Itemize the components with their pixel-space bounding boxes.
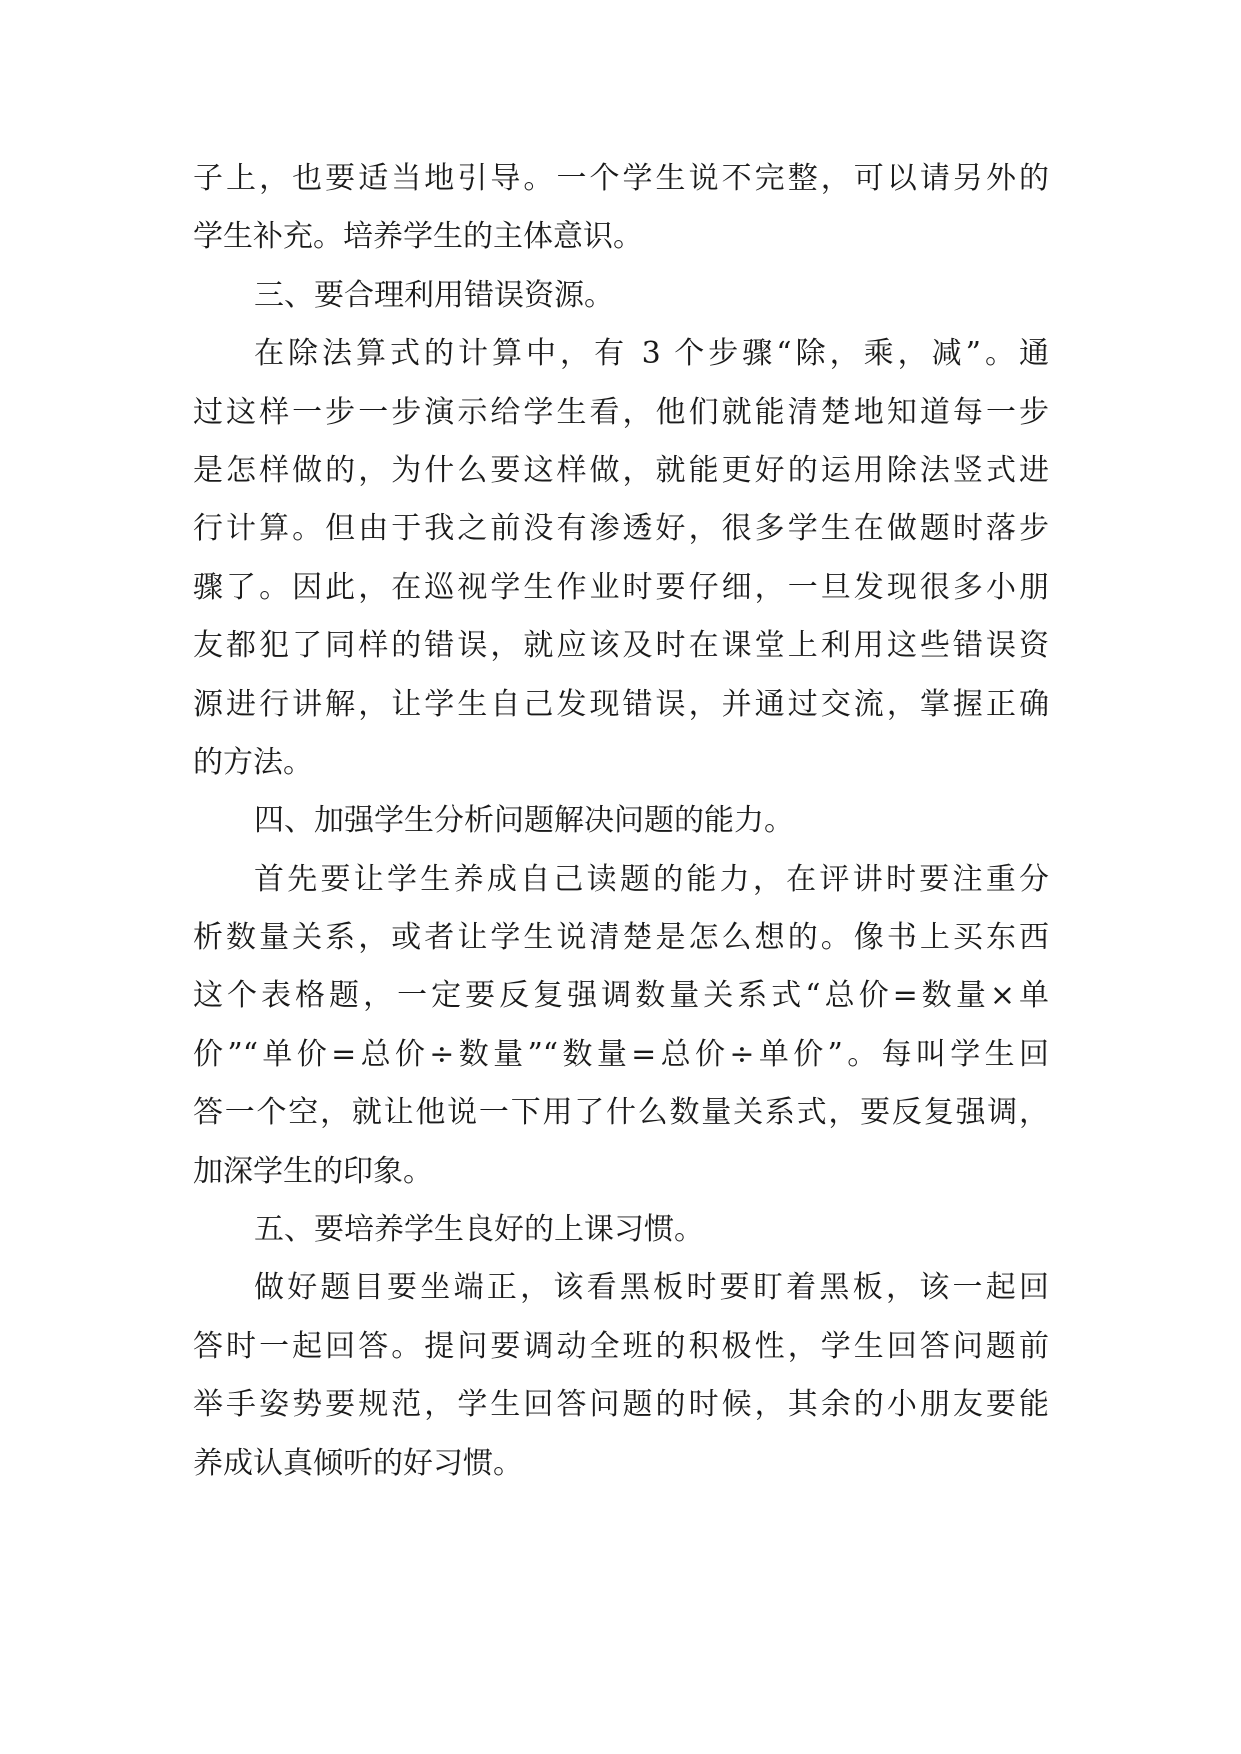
text-line: 加深学生的印象。 <box>193 1153 433 1189</box>
text-line: 答一个空，就让他说一下用了什么数量关系式，要反复强调， <box>193 1095 1049 1131</box>
text-line: 友都犯了同样的错误，就应该及时在课堂上利用这些错误资 <box>193 628 1049 664</box>
document-page <box>193 150 1049 1493</box>
text-line: 答时一起回答。提问要调动全班的积极性，学生回答问题前 <box>193 1328 1049 1364</box>
text-line: 做好题目要坐端正，该看黑板时要盯着黑板，该一起回 <box>254 1270 1049 1306</box>
text-line: 学生补充。培养学生的主体意识。 <box>193 219 643 255</box>
section-heading: 三、要合理利用错误资源。 <box>254 277 614 313</box>
text-line: 这个表格题，一定要反复强调数量关系式“总价=数量×单 <box>193 978 1049 1014</box>
text-line: 举手姿势要规范，学生回答问题的时候，其余的小朋友要能 <box>193 1387 1049 1423</box>
text-line: 子上，也要适当地引导。一个学生说不完整，可以请另外的 <box>193 161 1049 196</box>
text-line: 源进行讲解，让学生自己发现错误，并通过交流，掌握正确 <box>193 686 1049 722</box>
text-line: 的方法。 <box>193 744 313 780</box>
text-line: 骤了。因此，在巡视学生作业时要仔细，一旦发现很多小朋 <box>193 569 1049 605</box>
text-line: 在除法算式的计算中，有 3 个步骤“除，乘，减”。通 <box>254 336 1049 372</box>
text-line: 析数量关系，或者让学生说清楚是怎么想的。像书上买东西 <box>193 920 1049 956</box>
text-line: 行计算。但由于我之前没有渗透好，很多学生在做题时落步 <box>193 511 1049 547</box>
section-heading: 五、要培养学生良好的上课习惯。 <box>254 1212 704 1248</box>
text-line: 是怎样做的，为什么要这样做，就能更好的运用除法竖式进 <box>193 452 1049 488</box>
text-line: 首先要让学生养成自己读题的能力，在评讲时要注重分 <box>254 861 1049 897</box>
text-line: 价”“单价=总价÷数量”“数量=总价÷单价”。每叫学生回 <box>193 1036 1049 1072</box>
text-line: 过这样一步一步演示给学生看，他们就能清楚地知道每一步 <box>193 394 1049 430</box>
text-line: 养成认真倾听的好习惯。 <box>193 1445 523 1481</box>
section-heading: 四、加强学生分析问题解决问题的能力。 <box>254 803 794 839</box>
